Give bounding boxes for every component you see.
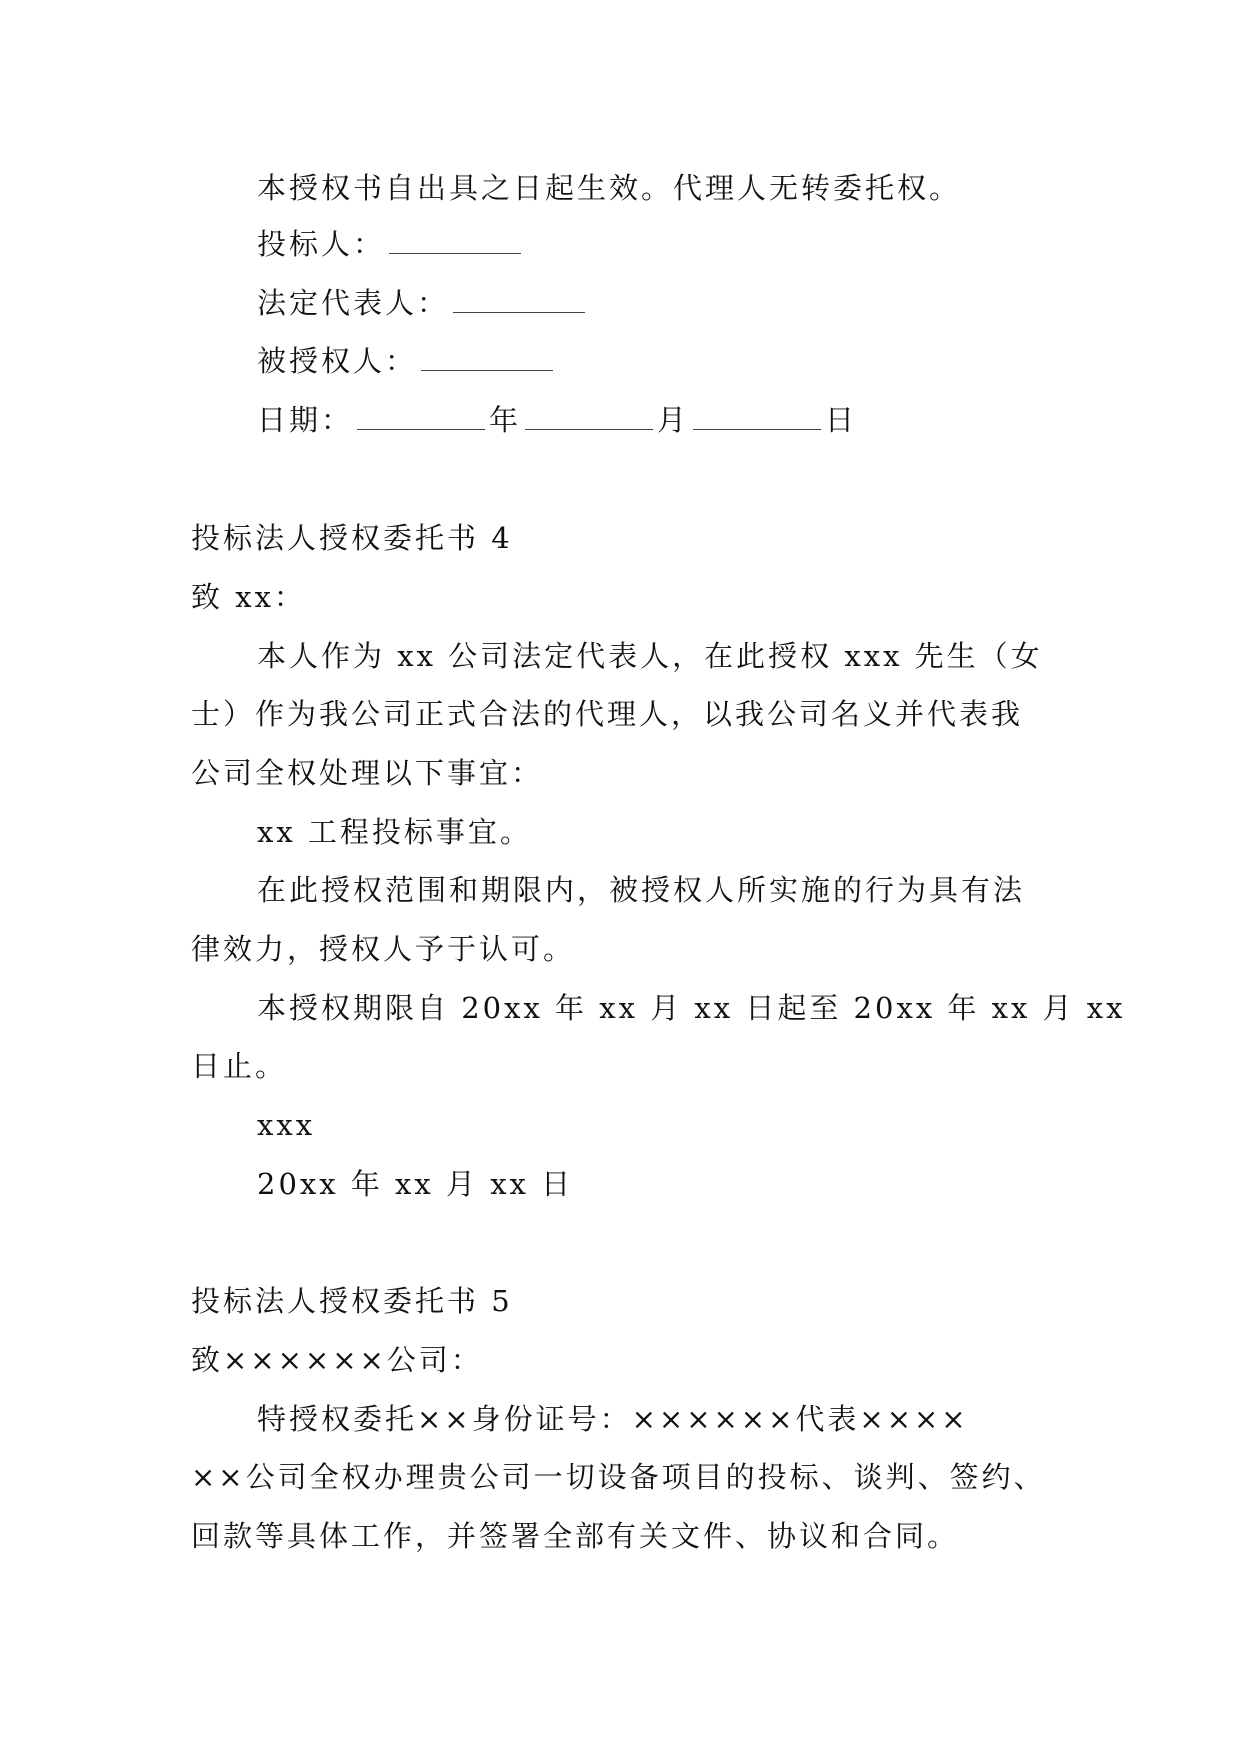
section4-p1-line1: 本人作为 xx 公司法定代表人，在此授权 xxx 先生（女 — [257, 639, 1043, 673]
section4-title: 投标法人授权委托书 4 — [191, 521, 513, 555]
section5-p1-line3: 回款等具体工作，并签署全部有关文件、协议和合同。 — [191, 1519, 960, 1553]
section4-sign-date: 20xx 年 xx 月 xx 日 — [257, 1167, 574, 1201]
section5-p1-line1: 特授权委托××身份证号：××××××代表×××× — [257, 1402, 969, 1436]
section4-p1-line2: 士）作为我公司正式合法的代理人，以我公司名义并代表我 — [191, 697, 1024, 731]
year-blank — [357, 407, 485, 430]
bidder-line — [257, 224, 525, 264]
section4-addressee: 致 xx： — [191, 580, 306, 614]
legal-rep-blank — [453, 290, 585, 313]
authorized-line — [257, 341, 557, 381]
month-label: 月 — [657, 403, 690, 437]
day-blank — [693, 407, 821, 430]
date-label: 日期： — [257, 403, 354, 437]
section4-p1-line3: 公司全权处理以下事宜： — [191, 756, 544, 790]
authorized-label: 被授权人： — [257, 344, 418, 378]
section4-p2: xx 工程投标事宜。 — [257, 815, 532, 849]
bidder-blank — [389, 231, 521, 254]
section5-p1-line2: ××公司全权办理贵公司一切设备项目的投标、谈判、签约、 — [191, 1460, 1046, 1494]
authorized-blank — [421, 348, 553, 371]
section5-addressee: 致××××××公司： — [191, 1343, 483, 1377]
bidder-label: 投标人： — [257, 227, 386, 261]
section4-p4-line2: 日止。 — [191, 1049, 288, 1083]
year-label: 年 — [489, 403, 522, 437]
section4-p3-line1: 在此授权范围和期限内，被授权人所实施的行为具有法 — [257, 873, 1026, 907]
date-line — [257, 400, 857, 440]
section4-signer: xxx — [257, 1108, 316, 1142]
day-label: 日 — [825, 403, 858, 437]
section5-title: 投标法人授权委托书 5 — [191, 1284, 513, 1318]
legal-rep-line — [257, 283, 589, 323]
effective-clause: 本授权书自出具之日起生效。代理人无转委托权。 — [257, 171, 962, 205]
month-blank — [525, 407, 653, 430]
section4-p3-line2: 律效力，授权人予于认可。 — [191, 932, 576, 966]
section4-p4-line1: 本授权期限自 20xx 年 xx 月 xx 日起至 20xx 年 xx 月 xx — [257, 991, 1126, 1025]
legal-rep-label: 法定代表人： — [257, 286, 450, 320]
